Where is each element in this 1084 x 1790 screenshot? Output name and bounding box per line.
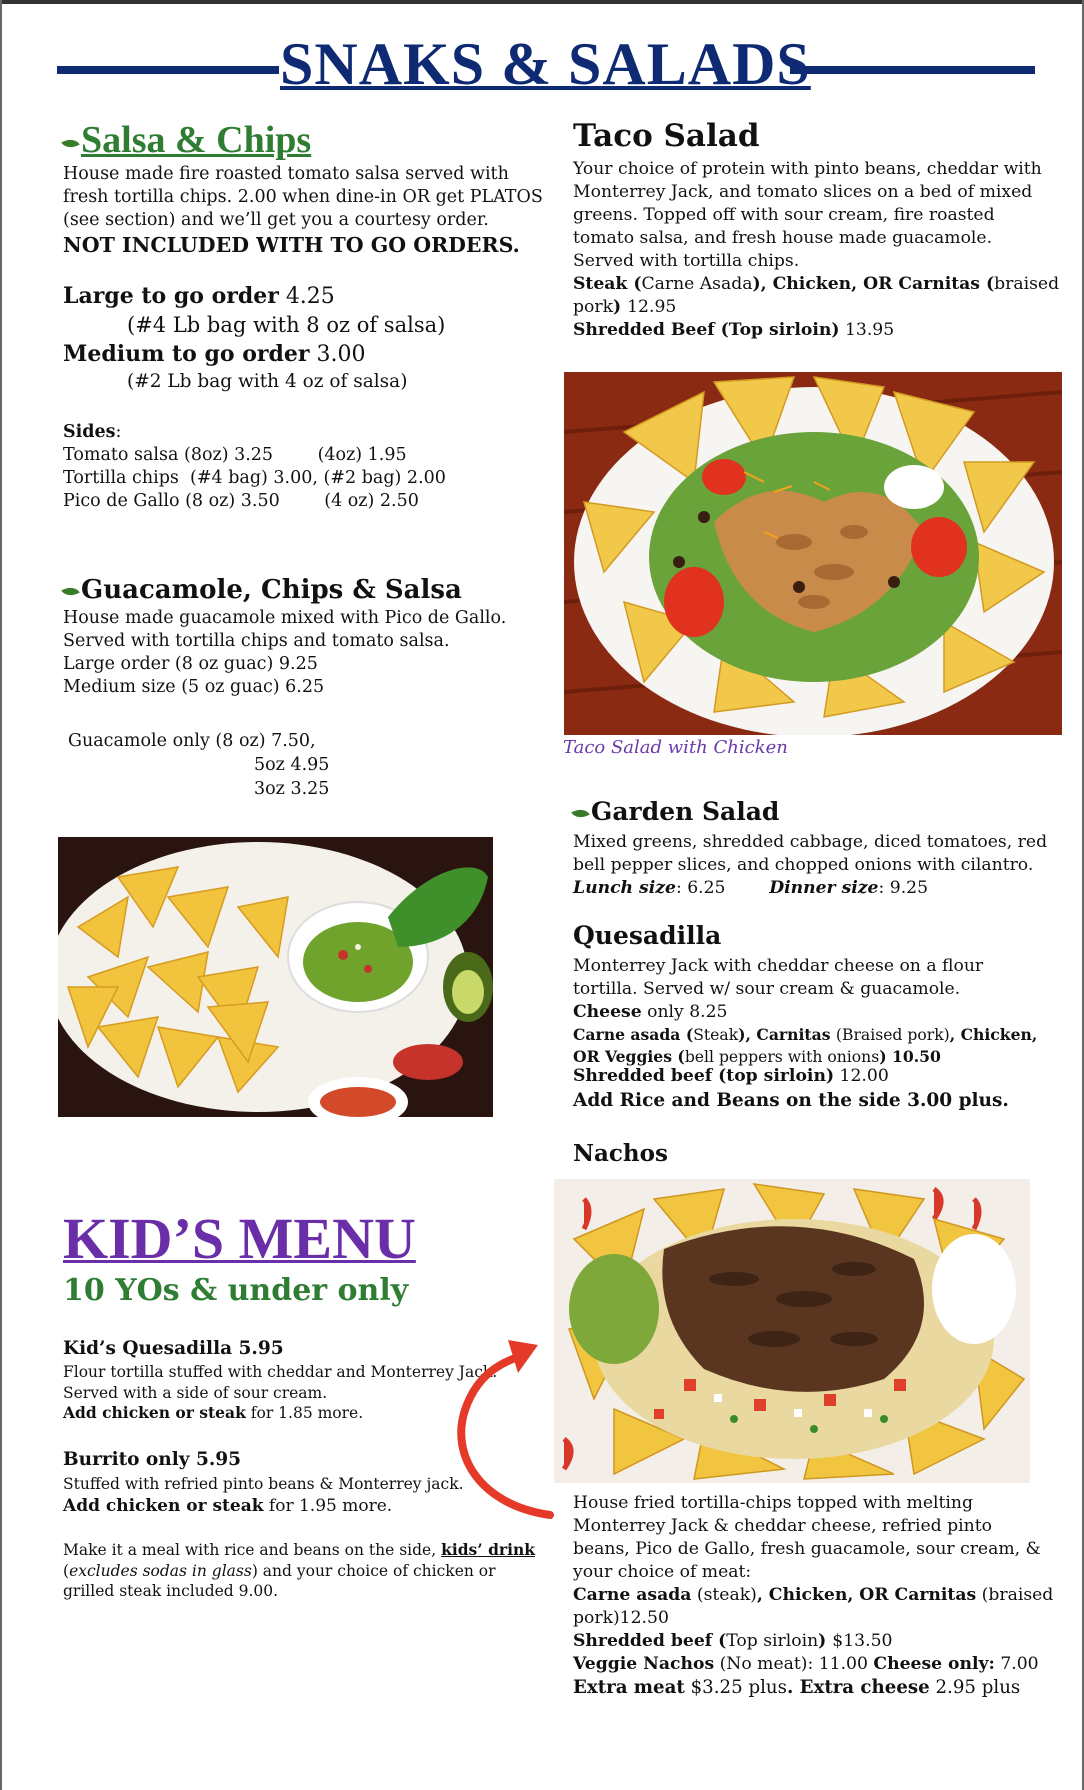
quesadilla-price-text: OR Veggies ( (573, 1047, 685, 1066)
jalapeno-icon (61, 135, 79, 152)
salsa-desc-line: fresh tortilla chips. 2.00 when dine-in OR get PLATOS (63, 187, 543, 207)
quesadilla-price-text: 12.00 (834, 1066, 889, 1086)
nachos-price-text: Carne asada (573, 1585, 692, 1605)
nachos-price-text: ) (818, 1631, 833, 1651)
taco-line: Monterrey Jack, and tomato slices on a bed of mixed (573, 182, 1033, 202)
chips-guacamole-photo (58, 837, 493, 1117)
salsa-title-text: Salsa & Chips (81, 119, 312, 161)
large-order-label: Large to go order (63, 283, 279, 309)
quesadilla-desc (573, 955, 983, 1024)
kids-burrito-add-price: for 1.95 more. (263, 1495, 393, 1516)
sides-block: Sides: Tomato salsa (8oz) 3.25 (4oz) 1.95 Tortilla chips (#4 bag) 3.00, (#2 bag) 2.00 Pico de Gallo (8 oz) 3.50 (4 oz) 2.50 (63, 422, 446, 511)
sides-label: Sides (63, 422, 116, 442)
quesadilla-price-text: only 8.25 (641, 1002, 728, 1022)
quesadilla-add-rice: Add Rice and Beans on the side 3.00 plus. (573, 1090, 1009, 1111)
guac-only-line: 5oz 4.95 (254, 755, 330, 775)
guac-only-line: 3oz 3.25 (254, 779, 330, 799)
quesadilla-price-text: bell peppers with onions (684, 1048, 880, 1066)
taco-price-text: 12.95 (627, 297, 677, 317)
kids-meal-text: grilled steak included 9.00. (63, 1582, 279, 1600)
nachos-line: beans, Pico de Gallo, fresh guacamole, sour cream, & (573, 1539, 1041, 1559)
kids-quesadilla-add-price: for 1.85 more. (245, 1404, 364, 1422)
nachos-photo (554, 1179, 1030, 1483)
quesadilla-line: tortilla. Served w/ sour cream & guacamole. (573, 979, 961, 999)
guac-line: House made guacamole mixed with Pico de Gallo. (63, 608, 507, 628)
quesadilla-title: Quesadilla (573, 921, 722, 950)
salsa-desc-line: House made fire roasted tomato salsa served with (63, 164, 509, 184)
kids-menu-subtitle: 10 YOs & under only (63, 1273, 409, 1308)
taco-salad-title: Taco Salad (573, 118, 760, 154)
nachos-title: Nachos (573, 1140, 668, 1167)
red-arrow-icon (440, 1335, 570, 1530)
dinner-size-label: Dinner size (769, 878, 879, 898)
kids-burrito-add: Add chicken or steak (63, 1495, 264, 1516)
taco-price-text: 13.95 (839, 320, 895, 340)
guac-section-title (63, 575, 462, 605)
taco-line: Served with tortilla chips. (573, 251, 800, 271)
nachos-line: your choice of meat: (573, 1562, 752, 1582)
jalapeno-icon (571, 805, 589, 822)
nachos-price-text: Cheese only: (873, 1654, 995, 1674)
large-order-line (63, 283, 335, 309)
garden-salad-desc (573, 831, 1047, 900)
taco-salad-caption: Taco Salad with Chicken (563, 737, 788, 758)
quesadilla-price-text: (Braised pork) (835, 1026, 950, 1044)
kids-meal-note (63, 1540, 535, 1602)
header-rule-left (57, 66, 279, 74)
guac-line: Served with tortilla chips and tomato salsa. (63, 631, 450, 651)
large-order-note: (#4 Lb bag with 8 oz of salsa) (127, 313, 446, 337)
kids-burrito-line: Stuffed with refried pinto beans & Monterrey jack. (63, 1475, 464, 1493)
nachos-line: Monterrey Jack & cheddar cheese, refried pinto (573, 1516, 992, 1536)
medium-order-label: Medium to go order (63, 341, 310, 367)
kids-drink-text: kids’ drink (441, 1540, 535, 1559)
nachos-price-text: . Extra cheese (786, 1677, 930, 1698)
guac-line: Large order (8 oz guac) 9.25 (63, 654, 318, 674)
salsa-description (63, 163, 543, 232)
nachos-price-text: (braised (976, 1585, 1054, 1605)
guac-only-line: Guacamole only (8 oz) 7.50, (68, 731, 316, 751)
quesadilla-price-text: Cheese (573, 1002, 642, 1022)
page-title: SNAKS & SALADS (280, 31, 811, 97)
kids-burrito-title: Burrito only 5.95 (63, 1449, 241, 1470)
taco-price-text: Shredded Beef (Top sirloin) (573, 320, 840, 340)
large-order-price: 4.25 (285, 284, 335, 309)
lunch-size-label: Lunch size (573, 878, 676, 898)
nachos-desc (573, 1492, 1053, 1699)
nachos-price-text: pork)12.50 (573, 1608, 669, 1628)
kids-burrito-desc (63, 1474, 464, 1518)
header-rule-right (790, 66, 1035, 74)
taco-price-text: Carne Asada (641, 274, 753, 294)
quesadilla-price-text: , Chicken, (949, 1025, 1038, 1044)
garden-line: Mixed greens, shredded cabbage, diced tomatoes, red (573, 832, 1048, 852)
taco-price-text: ), Chicken, OR Carnitas ( (752, 274, 995, 294)
nachos-price-text: 7.00 (994, 1654, 1039, 1674)
nachos-price-text: Shredded beef ( (573, 1631, 727, 1651)
taco-salad-photo (564, 372, 1062, 735)
nachos-price-text: 2.95 plus (929, 1677, 1021, 1698)
salsa-section-title (63, 118, 311, 162)
taco-line: Your choice of protein with pinto beans, cheddar with (573, 159, 1042, 179)
guac-line: Medium size (5 oz guac) 6.25 (63, 677, 325, 697)
quesadilla-price-text: Steak (693, 1026, 739, 1044)
kids-quesadilla-line: Flour tortilla stuffed with cheddar and Monterrey Jack. (63, 1363, 498, 1381)
kids-meal-exclusion: excludes sodas in glass (69, 1561, 252, 1580)
taco-salad-desc (573, 158, 1059, 342)
quesadilla-beef (573, 1065, 889, 1088)
taco-price-text: Steak ( (573, 274, 642, 294)
nachos-price-text: (steak) (691, 1585, 757, 1605)
kids-quesadilla-desc (63, 1362, 497, 1424)
kids-meal-text: Make it a meal with rice and beans on the side, (63, 1541, 442, 1559)
kids-menu-title: KID’S MENU (63, 1206, 416, 1271)
taco-price-text: braised (994, 274, 1060, 294)
side-item: Tortilla chips (#4 bag) 3.00, (#2 bag) 2.00 (63, 468, 446, 488)
nachos-price-text: (No meat): 11.00 (714, 1654, 874, 1674)
lunch-size-price: : 6.25 (675, 878, 726, 898)
guac-description (63, 607, 506, 699)
nachos-price-text: $3.25 plus (684, 1677, 787, 1698)
quesadilla-price-text: Carne asada ( (573, 1025, 694, 1044)
quesadilla-price-text: ) 10.50 (879, 1047, 941, 1066)
nachos-price-text: $13.50 (832, 1631, 893, 1651)
quesadilla-line: Monterrey Jack with cheddar cheese on a flour (573, 956, 984, 976)
kids-quesadilla-add: Add chicken or steak (63, 1403, 246, 1422)
nachos-price-text: Veggie Nachos (573, 1654, 715, 1674)
kids-meal-text: ) and your choice of chicken or (251, 1561, 496, 1580)
quesadilla-price-text: Shredded beef (top sirloin) (573, 1066, 835, 1086)
medium-order-line (63, 341, 365, 367)
garden-line: bell pepper slices, and chopped onions with cilantro. (573, 855, 1034, 875)
quesadilla-meats (573, 1024, 1037, 1068)
taco-line: tomato salsa, and fresh house made guacamole. (573, 228, 993, 248)
nachos-line: House fried tortilla-chips topped with melting (573, 1493, 973, 1513)
medium-order-price: 3.00 (316, 342, 366, 367)
garden-salad-title (573, 797, 779, 826)
nachos-price-text: Extra meat (573, 1677, 685, 1698)
taco-price-text: pork (573, 297, 613, 317)
top-border (0, 0, 1084, 4)
taco-line: greens. Topped off with sour cream, fire roasted (573, 205, 995, 225)
quesadilla-price-text: ), Carnitas (738, 1025, 836, 1044)
medium-order-note: (#2 Lb bag with 4 oz of salsa) (127, 371, 408, 392)
side-item: Tomato salsa (8oz) 3.25 (4oz) 1.95 (63, 445, 407, 465)
kids-quesadilla-title: Kid’s Quesadilla 5.95 (63, 1338, 284, 1359)
garden-title-text: Garden Salad (591, 797, 780, 826)
kids-meal-text: ( (63, 1561, 70, 1580)
side-item: Pico de Gallo (8 oz) 3.50 (4 oz) 2.50 (63, 491, 419, 511)
salsa-desc-line: (see section) and we’ll get you a courtesy order. (63, 210, 489, 230)
left-border (0, 0, 2, 1790)
dinner-size-price: : 9.25 (878, 878, 929, 898)
taco-price-text: ) (612, 297, 628, 317)
nachos-price-text: , Chicken, OR Carnitas (756, 1585, 977, 1605)
guac-title-text: Guacamole, Chips & Salsa (81, 575, 462, 605)
nachos-price-text: Top sirloin (726, 1631, 819, 1651)
salsa-notice: NOT INCLUDED WITH TO GO ORDERS. (63, 233, 520, 257)
kids-quesadilla-line: Served with a side of sour cream. (63, 1383, 328, 1402)
jalapeno-icon (61, 582, 79, 599)
